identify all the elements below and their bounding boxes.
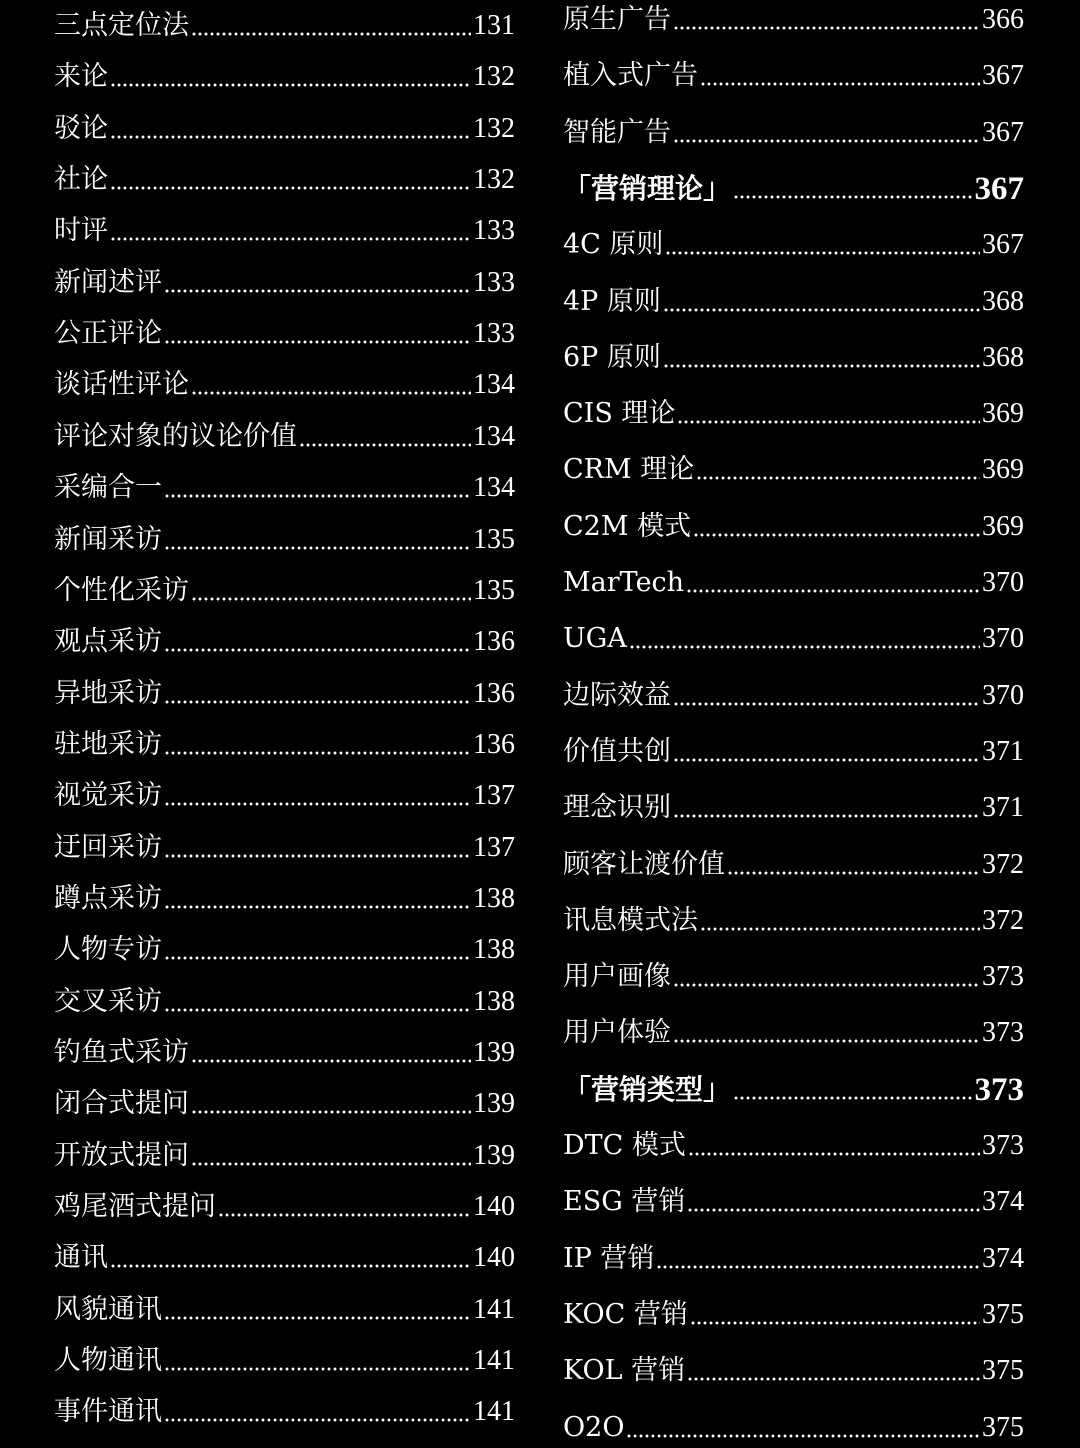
index-page-number: 368 — [982, 285, 1024, 317]
dot-leader — [164, 1007, 471, 1013]
index-entry — [54, 314, 515, 354]
index-entry — [54, 263, 515, 303]
index-page-number: 138 — [473, 985, 515, 1017]
index-page-number: 135 — [473, 574, 515, 606]
index-page-number: 372 — [982, 904, 1024, 936]
index-page-number: 140 — [473, 1242, 515, 1274]
dot-leader — [191, 31, 471, 37]
dot-leader — [687, 1376, 980, 1382]
index-entry — [54, 1033, 515, 1073]
index-page-number: 369 — [982, 454, 1024, 486]
dot-leader — [164, 1366, 471, 1372]
index-page-number: 373 — [982, 1130, 1024, 1161]
dot-leader — [164, 493, 471, 499]
index-entry — [54, 6, 515, 46]
index-term: 用户体验 — [563, 1017, 671, 1049]
dot-leader — [164, 699, 471, 705]
index-term: 「营销理论」 — [563, 171, 732, 205]
index-page-number: 371 — [982, 735, 1024, 767]
index-entry — [54, 571, 515, 611]
index-entry — [563, 563, 1024, 603]
dot-leader — [686, 588, 980, 594]
dot-leader — [164, 904, 471, 910]
index-entry — [54, 468, 515, 508]
index-term: 风貌通讯 — [54, 1293, 162, 1325]
index-entry — [563, 1408, 1024, 1448]
dot-leader — [688, 1151, 980, 1157]
index-term: 价值共创 — [563, 735, 671, 767]
index-term: 异地采访 — [54, 677, 162, 709]
index-page-number: 133 — [473, 215, 515, 247]
index-entry — [563, 450, 1024, 490]
dot-leader — [191, 1161, 471, 1167]
index-term: 「营销类型」 — [563, 1072, 732, 1106]
index-page-number: 134 — [473, 420, 515, 452]
index-term: 蹲点采访 — [54, 882, 162, 914]
index-term: 闭合式提问 — [54, 1088, 189, 1120]
dot-leader — [663, 363, 980, 369]
dot-leader — [663, 307, 980, 313]
index-entry — [54, 622, 515, 662]
index-entry — [563, 1239, 1024, 1279]
index-entry — [54, 1084, 515, 1124]
dot-leader — [665, 250, 980, 256]
index-entry — [563, 788, 1024, 828]
index-page-number: 371 — [982, 792, 1024, 824]
index-term: 公正评论 — [54, 318, 162, 350]
index-page-number: 132 — [473, 61, 515, 93]
index-entry — [54, 520, 515, 560]
index-entry — [563, 845, 1024, 885]
index-entry — [563, 1295, 1024, 1335]
index-entry — [54, 57, 515, 97]
index-term: C2M 模式 — [563, 510, 692, 542]
index-entry — [54, 879, 515, 919]
dot-leader — [673, 138, 980, 144]
dot-leader — [700, 926, 980, 932]
index-term: UGA — [563, 623, 627, 655]
index-term: 理念识别 — [563, 792, 671, 824]
index-entry — [54, 160, 515, 200]
index-term: 边际效益 — [563, 679, 671, 711]
index-entry — [54, 109, 515, 149]
index-term: CIS 理论 — [563, 398, 676, 430]
dot-leader — [191, 596, 471, 602]
dot-leader — [693, 532, 980, 538]
index-entry — [563, 1351, 1024, 1391]
index-entry — [563, 732, 1024, 772]
index-term: 社论 — [54, 164, 108, 196]
index-term: 采编合一 — [54, 472, 162, 504]
index-page-number: 141 — [473, 1293, 515, 1325]
index-entry — [54, 1290, 515, 1330]
index-entry — [54, 1392, 515, 1432]
index-term: O2O — [563, 1411, 625, 1443]
index-entry — [563, 113, 1024, 153]
index-entry — [54, 725, 515, 765]
dot-leader — [164, 339, 471, 345]
index-page-number: 139 — [473, 1139, 515, 1171]
dot-leader — [733, 194, 972, 200]
index-entry — [563, 901, 1024, 941]
dot-leader — [687, 1207, 980, 1213]
index-term: 三点定位法 — [54, 10, 189, 41]
index-term: 新闻述评 — [54, 266, 162, 298]
dot-leader — [164, 1417, 471, 1423]
index-term: 事件通讯 — [54, 1396, 162, 1428]
dot-leader — [673, 813, 980, 819]
index-page-number: 134 — [473, 472, 515, 504]
dot-leader — [164, 955, 471, 961]
index-entry — [563, 338, 1024, 378]
dot-leader — [690, 1320, 980, 1326]
index-entry — [54, 776, 515, 816]
index-section-heading — [563, 169, 1024, 209]
dot-leader — [164, 853, 471, 859]
index-term: 6P 原则 — [563, 341, 661, 373]
index-term: 观点采访 — [54, 626, 162, 658]
index-page-number: 373 — [982, 1017, 1024, 1049]
index-term: IP 营销 — [563, 1242, 655, 1274]
index-term: 人物通讯 — [54, 1345, 162, 1377]
dot-leader — [299, 442, 471, 448]
index-page-number: 138 — [473, 934, 515, 966]
index-term: 鸡尾酒式提问 — [54, 1191, 216, 1223]
index-page-number: 367 — [982, 229, 1024, 261]
index-page-number: 373 — [982, 961, 1024, 993]
index-term: 4P 原则 — [563, 285, 661, 317]
index-page-number: 367 — [982, 116, 1024, 148]
index-page-number: 139 — [473, 1088, 515, 1120]
index-term: 个性化采访 — [54, 574, 189, 606]
index-entry — [54, 365, 515, 405]
dot-leader — [164, 801, 471, 807]
index-entry — [563, 1013, 1024, 1053]
index-entry — [563, 394, 1024, 434]
index-page-number: 140 — [473, 1191, 515, 1223]
index-entry — [563, 56, 1024, 96]
dot-leader — [673, 757, 980, 763]
index-term: 谈话性评论 — [54, 369, 189, 401]
index-term: MarTech — [563, 567, 685, 598]
index-term: 驻地采访 — [54, 728, 162, 760]
index-term: 用户画像 — [563, 961, 671, 993]
index-page-number: 133 — [473, 318, 515, 350]
index-page-number: 375 — [982, 1411, 1024, 1443]
index-page-number: 137 — [473, 831, 515, 863]
index-entry — [563, 1182, 1024, 1222]
index-entry — [563, 957, 1024, 997]
index-term: KOC 营销 — [563, 1298, 688, 1330]
dot-leader — [673, 1038, 980, 1044]
dot-leader — [677, 419, 980, 425]
index-entry — [54, 982, 515, 1022]
index-page-number: 375 — [982, 1355, 1024, 1387]
dot-leader — [673, 982, 980, 988]
index-page-number: 136 — [473, 626, 515, 658]
index-term: KOL 营销 — [563, 1355, 686, 1387]
index-entry — [563, 282, 1024, 322]
index-entry — [563, 225, 1024, 265]
index-term: 顾客让渡价值 — [563, 848, 725, 880]
index-term: 智能广告 — [563, 116, 671, 148]
dot-leader — [696, 475, 980, 481]
index-page-number: 136 — [473, 728, 515, 760]
index-entry — [54, 417, 515, 457]
index-page-number: 135 — [473, 523, 515, 555]
index-term: 植入式广告 — [563, 60, 698, 92]
index-term: 时评 — [54, 215, 108, 247]
index-page-number: 369 — [982, 398, 1024, 430]
index-entry — [54, 1187, 515, 1227]
index-page-number: 369 — [982, 510, 1024, 542]
index-entry — [563, 1126, 1024, 1166]
dot-leader — [110, 134, 471, 140]
index-page-number: 136 — [473, 677, 515, 709]
index-entry — [563, 507, 1024, 547]
dot-leader — [110, 236, 471, 242]
index-entry — [54, 828, 515, 868]
dot-leader — [673, 701, 980, 707]
index-term: 通讯 — [54, 1242, 108, 1274]
index-page-number: 375 — [982, 1298, 1024, 1330]
index-entry — [563, 0, 1024, 40]
index-term: 交叉采访 — [54, 985, 162, 1017]
index-page-number: 367 — [974, 170, 1024, 207]
dot-leader — [629, 644, 980, 650]
index-page-number: 366 — [982, 4, 1024, 35]
index-entry — [54, 674, 515, 714]
dot-leader — [164, 647, 471, 653]
dot-leader — [218, 1212, 471, 1218]
dot-leader — [110, 185, 471, 191]
index-page-number: 134 — [473, 369, 515, 401]
index-term: 驳论 — [54, 112, 108, 144]
index-entry — [563, 619, 1024, 659]
index-page-number: 370 — [982, 567, 1024, 598]
index-page-number: 141 — [473, 1345, 515, 1377]
index-page-number: 374 — [982, 1186, 1024, 1218]
dot-leader — [164, 545, 471, 551]
index-term: 原生广告 — [563, 4, 671, 35]
dot-leader — [191, 1109, 471, 1115]
index-entry — [54, 1136, 515, 1176]
index-term: 视觉采访 — [54, 780, 162, 812]
dot-leader — [656, 1264, 980, 1270]
index-page-number: 137 — [473, 780, 515, 812]
index-term: ESG 营销 — [563, 1186, 686, 1218]
index-term: 来论 — [54, 61, 108, 93]
dot-leader — [191, 390, 471, 396]
index-page-number: 138 — [473, 882, 515, 914]
index-page-number: 372 — [982, 848, 1024, 880]
dot-leader — [700, 81, 980, 87]
dot-leader — [673, 25, 980, 31]
index-term: 4C 原则 — [563, 229, 664, 261]
index-page-number: 373 — [974, 1071, 1024, 1108]
index-term: 评论对象的议论价值 — [54, 420, 297, 452]
index-term: 迂回采访 — [54, 831, 162, 863]
index-page-number: 133 — [473, 266, 515, 298]
index-entry — [563, 676, 1024, 716]
index-term: 钓鱼式采访 — [54, 1037, 189, 1068]
index-term: 人物专访 — [54, 934, 162, 966]
dot-leader — [733, 1095, 972, 1101]
index-page-number: 141 — [473, 1396, 515, 1428]
dot-leader — [110, 1263, 471, 1269]
index-entry — [54, 1238, 515, 1278]
dot-leader — [164, 750, 471, 756]
index-term: 新闻采访 — [54, 523, 162, 555]
dot-leader — [727, 870, 980, 876]
index-page-number: 368 — [982, 341, 1024, 373]
index-term: DTC 模式 — [563, 1130, 686, 1161]
index-page-number: 139 — [473, 1037, 515, 1068]
dot-leader — [164, 1315, 471, 1321]
dot-leader — [164, 288, 471, 294]
index-page-number: 370 — [982, 679, 1024, 711]
index-term: 开放式提问 — [54, 1139, 189, 1171]
index-term: 讯息模式法 — [563, 904, 698, 936]
index-entry — [54, 930, 515, 970]
dot-leader — [626, 1433, 980, 1439]
index-section-heading — [563, 1070, 1024, 1110]
index-entry — [54, 1341, 515, 1381]
index-page-number: 132 — [473, 112, 515, 144]
index-entry — [54, 211, 515, 251]
index-page-number: 374 — [982, 1242, 1024, 1274]
dot-leader — [110, 82, 471, 88]
index-page-number: 367 — [982, 60, 1024, 92]
index-page-number: 370 — [982, 623, 1024, 655]
dot-leader — [191, 1058, 471, 1064]
index-page-number: 131 — [473, 10, 515, 41]
index-term: CRM 理论 — [563, 454, 695, 486]
index-page-number: 132 — [473, 164, 515, 196]
